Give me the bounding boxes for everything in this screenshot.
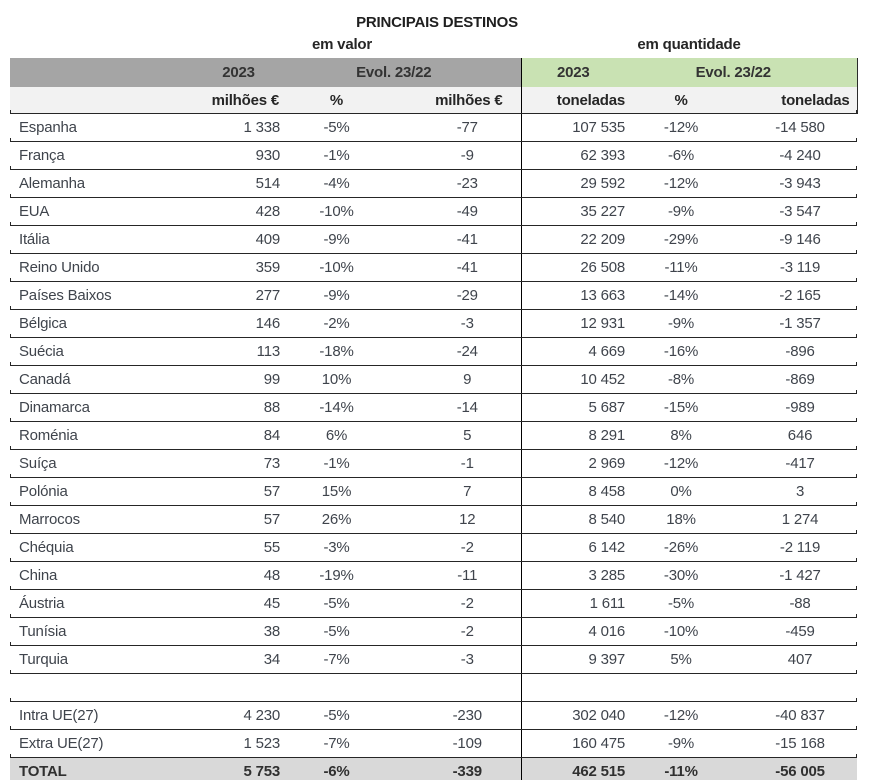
cell-qtd-evol-delta: -989	[752, 394, 857, 422]
cell-destination: Roménia	[10, 422, 197, 450]
cell-qtd-evol-pct: 18%	[635, 506, 752, 534]
table-row-country	[10, 170, 857, 198]
cell-valor-evol-pct: -7%	[307, 646, 414, 674]
header-band-qtd-2023: 2023	[521, 58, 635, 87]
cell-qtd-2023: 6 142	[521, 534, 635, 562]
cell-valor-2023: 38	[197, 618, 307, 646]
cell-destination: Intra UE(27)	[10, 702, 197, 730]
table-row-country	[10, 310, 857, 338]
table-body	[10, 114, 857, 780]
header-unit-valor-milhoes: milhões €	[197, 87, 307, 114]
cell-qtd-evol-pct: -6%	[635, 142, 752, 170]
cell-valor-evol-pct: -1%	[307, 450, 414, 478]
cell-qtd-evol-pct: -26%	[635, 534, 752, 562]
header-unit-valor-delta: milhões €	[414, 87, 521, 114]
cell-qtd-evol-pct: -12%	[635, 450, 752, 478]
cell-destination: Suíça	[10, 450, 197, 478]
cell-qtd-evol-delta: -9 146	[752, 226, 857, 254]
cell-valor-evol-delta: 9	[414, 366, 521, 394]
cell-qtd-evol-pct: -11%	[635, 254, 752, 282]
column-group-row	[0, 34, 874, 58]
cell-qtd-2023: 107 535	[521, 114, 635, 142]
table-row-summary	[10, 702, 857, 730]
cell-valor-evol-pct: -5%	[307, 702, 414, 730]
cell-destination: Tunísia	[10, 618, 197, 646]
cell-valor-2023: 930	[197, 142, 307, 170]
cell-valor-evol-pct: -5%	[307, 590, 414, 618]
cell-qtd-2023: 62 393	[521, 142, 635, 170]
cell-qtd-2023: 4 016	[521, 618, 635, 646]
cell-valor-2023: 55	[197, 534, 307, 562]
cell-valor-2023: 277	[197, 282, 307, 310]
header-units-spacer	[10, 87, 197, 114]
cell-destination: Chéquia	[10, 534, 197, 562]
cell-destination: Bélgica	[10, 310, 197, 338]
cell-valor-evol-pct: -14%	[307, 394, 414, 422]
cell-destination: Reino Unido	[10, 254, 197, 282]
cell-valor-evol-pct: -19%	[307, 562, 414, 590]
cell-valor-evol-delta: -24	[414, 338, 521, 366]
cell-qtd-2023: 4 669	[521, 338, 635, 366]
cell-valor-2023: 4 230	[197, 702, 307, 730]
cell-qtd-2023: 8 291	[521, 422, 635, 450]
table-row-country	[10, 394, 857, 422]
cell-valor-evol-pct: -9%	[307, 282, 414, 310]
table-row-country	[10, 198, 857, 226]
table-row-country	[10, 282, 857, 310]
cell-qtd-2023: 10 452	[521, 366, 635, 394]
cell-destination: Países Baixos	[10, 282, 197, 310]
cell-valor-evol-delta: -109	[414, 730, 521, 758]
cell-qtd-2023: 462 515	[521, 758, 635, 780]
cell-valor-evol-delta	[414, 674, 521, 702]
cell-qtd-evol-pct: -14%	[635, 282, 752, 310]
header-units-row	[10, 87, 857, 114]
cell-qtd-evol-delta: -2 119	[752, 534, 857, 562]
cell-qtd-evol-pct: -8%	[635, 366, 752, 394]
cell-qtd-evol-pct: -29%	[635, 226, 752, 254]
table-row-country	[10, 618, 857, 646]
cell-qtd-evol-delta	[752, 674, 857, 702]
cell-valor-2023: 146	[197, 310, 307, 338]
cell-valor-evol-delta: -41	[414, 226, 521, 254]
cell-valor-2023: 57	[197, 478, 307, 506]
table-row-country	[10, 450, 857, 478]
table-row-total	[10, 758, 857, 780]
table-row-country	[10, 114, 857, 142]
cell-valor-evol-pct: -10%	[307, 198, 414, 226]
cell-destination	[10, 674, 197, 702]
cell-valor-2023: 88	[197, 394, 307, 422]
table-row-country	[10, 646, 857, 674]
cell-qtd-evol-pct: -9%	[635, 198, 752, 226]
cell-valor-evol-pct: 26%	[307, 506, 414, 534]
cell-valor-2023: 113	[197, 338, 307, 366]
cell-valor-evol-pct: -18%	[307, 338, 414, 366]
cell-destination: TOTAL	[10, 758, 197, 780]
table-row-country	[10, 478, 857, 506]
table-row-country	[10, 590, 857, 618]
cell-qtd-evol-delta: -4 240	[752, 142, 857, 170]
header-unit-qtd-delta: toneladas	[752, 87, 857, 114]
cell-qtd-evol-pct: 0%	[635, 478, 752, 506]
header-band-valor-2023: 2023	[197, 58, 307, 87]
cell-valor-2023: 1 523	[197, 730, 307, 758]
cell-qtd-2023: 29 592	[521, 170, 635, 198]
cell-valor-evol-pct: -5%	[307, 114, 414, 142]
cell-valor-2023: 409	[197, 226, 307, 254]
cell-qtd-evol-delta: -1 427	[752, 562, 857, 590]
cell-valor-evol-delta: 5	[414, 422, 521, 450]
cell-qtd-evol-delta: -88	[752, 590, 857, 618]
cell-valor-2023	[197, 674, 307, 702]
table-row-country	[10, 338, 857, 366]
cell-valor-evol-pct: -5%	[307, 618, 414, 646]
header-band-row	[10, 58, 857, 87]
cell-qtd-2023: 2 969	[521, 450, 635, 478]
cell-qtd-evol-pct: -5%	[635, 590, 752, 618]
cell-valor-evol-pct: 10%	[307, 366, 414, 394]
cell-valor-evol-delta: -14	[414, 394, 521, 422]
cell-valor-evol-pct: -1%	[307, 142, 414, 170]
cell-valor-evol-delta: -2	[414, 618, 521, 646]
cell-qtd-evol-delta: -417	[752, 450, 857, 478]
cell-destination: Canadá	[10, 366, 197, 394]
cell-valor-evol-pct: 6%	[307, 422, 414, 450]
header-band-spacer	[10, 58, 197, 87]
group-label-valor: em valor	[311, 36, 373, 53]
table-row-country	[10, 506, 857, 534]
cell-qtd-evol-pct: 5%	[635, 646, 752, 674]
cell-valor-evol-delta: -3	[414, 646, 521, 674]
cell-qtd-evol-delta: -869	[752, 366, 857, 394]
cell-qtd-evol-delta: -1 357	[752, 310, 857, 338]
cell-valor-2023: 48	[197, 562, 307, 590]
cell-valor-2023: 57	[197, 506, 307, 534]
cell-valor-evol-pct: -2%	[307, 310, 414, 338]
cell-valor-2023: 34	[197, 646, 307, 674]
cell-valor-2023: 5 753	[197, 758, 307, 780]
cell-valor-2023: 359	[197, 254, 307, 282]
cell-destination: Dinamarca	[10, 394, 197, 422]
cell-destination: Itália	[10, 226, 197, 254]
cell-qtd-2023: 22 209	[521, 226, 635, 254]
cell-qtd-2023: 160 475	[521, 730, 635, 758]
cell-qtd-evol-delta: -2 165	[752, 282, 857, 310]
table-row-country	[10, 226, 857, 254]
cell-qtd-evol-pct: -12%	[635, 702, 752, 730]
table-row-country	[10, 254, 857, 282]
cell-destination: Alemanha	[10, 170, 197, 198]
cell-qtd-evol-pct: -30%	[635, 562, 752, 590]
table-row-blank	[10, 674, 857, 702]
table-row-summary	[10, 730, 857, 758]
cell-valor-evol-delta: -230	[414, 702, 521, 730]
cell-valor-evol-pct: -10%	[307, 254, 414, 282]
cell-qtd-evol-delta: 3	[752, 478, 857, 506]
cell-qtd-2023: 3 285	[521, 562, 635, 590]
cell-destination: Polónia	[10, 478, 197, 506]
cell-qtd-evol-delta: 646	[752, 422, 857, 450]
cell-valor-evol-pct: -3%	[307, 534, 414, 562]
cell-valor-evol-delta: -339	[414, 758, 521, 780]
cell-valor-evol-delta: -2	[414, 534, 521, 562]
cell-qtd-2023: 5 687	[521, 394, 635, 422]
header-band-qtd-evol: Evol. 23/22	[635, 58, 857, 87]
cell-qtd-evol-delta: -3 119	[752, 254, 857, 282]
cell-valor-evol-pct: -7%	[307, 730, 414, 758]
cell-destination: Extra UE(27)	[10, 730, 197, 758]
cell-qtd-evol-pct: 8%	[635, 422, 752, 450]
header-unit-qtd-pct: %	[635, 87, 752, 114]
cell-valor-evol-delta: -77	[414, 114, 521, 142]
page-title: PRINCIPAIS DESTINOS	[356, 14, 518, 31]
cell-valor-evol-delta: 7	[414, 478, 521, 506]
cell-qtd-evol-delta: -459	[752, 618, 857, 646]
group-label-quantidade: em quantidade	[637, 36, 741, 53]
cell-qtd-evol-delta: -14 580	[752, 114, 857, 142]
cell-qtd-2023: 1 611	[521, 590, 635, 618]
cell-valor-evol-delta: -3	[414, 310, 521, 338]
cell-valor-evol-delta: -49	[414, 198, 521, 226]
cell-valor-2023: 1 338	[197, 114, 307, 142]
cell-valor-evol-pct	[307, 674, 414, 702]
cell-destination: Áustria	[10, 590, 197, 618]
table-row-country	[10, 142, 857, 170]
cell-valor-evol-delta: -9	[414, 142, 521, 170]
cell-qtd-evol-delta: 407	[752, 646, 857, 674]
cell-qtd-evol-pct	[635, 674, 752, 702]
cell-qtd-evol-pct: -9%	[635, 730, 752, 758]
table-row-country	[10, 366, 857, 394]
cell-qtd-2023: 8 458	[521, 478, 635, 506]
cell-valor-2023: 99	[197, 366, 307, 394]
cell-qtd-evol-delta: -3 547	[752, 198, 857, 226]
cell-qtd-2023: 26 508	[521, 254, 635, 282]
cell-qtd-evol-delta: -40 837	[752, 702, 857, 730]
cell-qtd-evol-pct: -12%	[635, 114, 752, 142]
cell-qtd-2023: 8 540	[521, 506, 635, 534]
cell-qtd-evol-pct: -15%	[635, 394, 752, 422]
cell-qtd-2023: 9 397	[521, 646, 635, 674]
header-unit-valor-pct: %	[307, 87, 414, 114]
header-unit-qtd-toneladas: toneladas	[521, 87, 635, 114]
cell-qtd-evol-pct: -9%	[635, 310, 752, 338]
cell-qtd-evol-delta: -896	[752, 338, 857, 366]
cell-valor-evol-delta: -11	[414, 562, 521, 590]
cell-destination: França	[10, 142, 197, 170]
cell-valor-evol-pct: -9%	[307, 226, 414, 254]
cell-qtd-evol-pct: -16%	[635, 338, 752, 366]
cell-valor-evol-delta: -29	[414, 282, 521, 310]
table-row-country	[10, 534, 857, 562]
cell-valor-2023: 84	[197, 422, 307, 450]
cell-qtd-evol-delta: 1 274	[752, 506, 857, 534]
cell-valor-evol-pct: -6%	[307, 758, 414, 780]
cell-qtd-2023: 13 663	[521, 282, 635, 310]
cell-valor-2023: 428	[197, 198, 307, 226]
cell-valor-evol-delta: -23	[414, 170, 521, 198]
cell-valor-evol-delta: -41	[414, 254, 521, 282]
cell-qtd-evol-pct: -12%	[635, 170, 752, 198]
cell-valor-2023: 514	[197, 170, 307, 198]
cell-qtd-2023	[521, 674, 635, 702]
cell-destination: China	[10, 562, 197, 590]
cell-qtd-evol-delta: -3 943	[752, 170, 857, 198]
cell-qtd-evol-pct: -11%	[635, 758, 752, 780]
cell-qtd-evol-pct: -10%	[635, 618, 752, 646]
cell-destination: Marrocos	[10, 506, 197, 534]
cell-qtd-evol-delta: -56 005	[752, 758, 857, 780]
table-row-country	[10, 422, 857, 450]
cell-valor-2023: 73	[197, 450, 307, 478]
cell-destination: Turquia	[10, 646, 197, 674]
header-band-valor-evol: Evol. 23/22	[307, 58, 521, 87]
cell-valor-evol-delta: -2	[414, 590, 521, 618]
cell-qtd-2023: 12 931	[521, 310, 635, 338]
destinations-table	[10, 58, 858, 780]
cell-destination: EUA	[10, 198, 197, 226]
table-row-country	[10, 562, 857, 590]
cell-valor-2023: 45	[197, 590, 307, 618]
cell-qtd-2023: 302 040	[521, 702, 635, 730]
cell-valor-evol-pct: 15%	[307, 478, 414, 506]
cell-destination: Espanha	[10, 114, 197, 142]
cell-valor-evol-delta: -1	[414, 450, 521, 478]
cell-qtd-evol-delta: -15 168	[752, 730, 857, 758]
cell-valor-evol-delta: 12	[414, 506, 521, 534]
cell-destination: Suécia	[10, 338, 197, 366]
cell-valor-evol-pct: -4%	[307, 170, 414, 198]
cell-qtd-2023: 35 227	[521, 198, 635, 226]
